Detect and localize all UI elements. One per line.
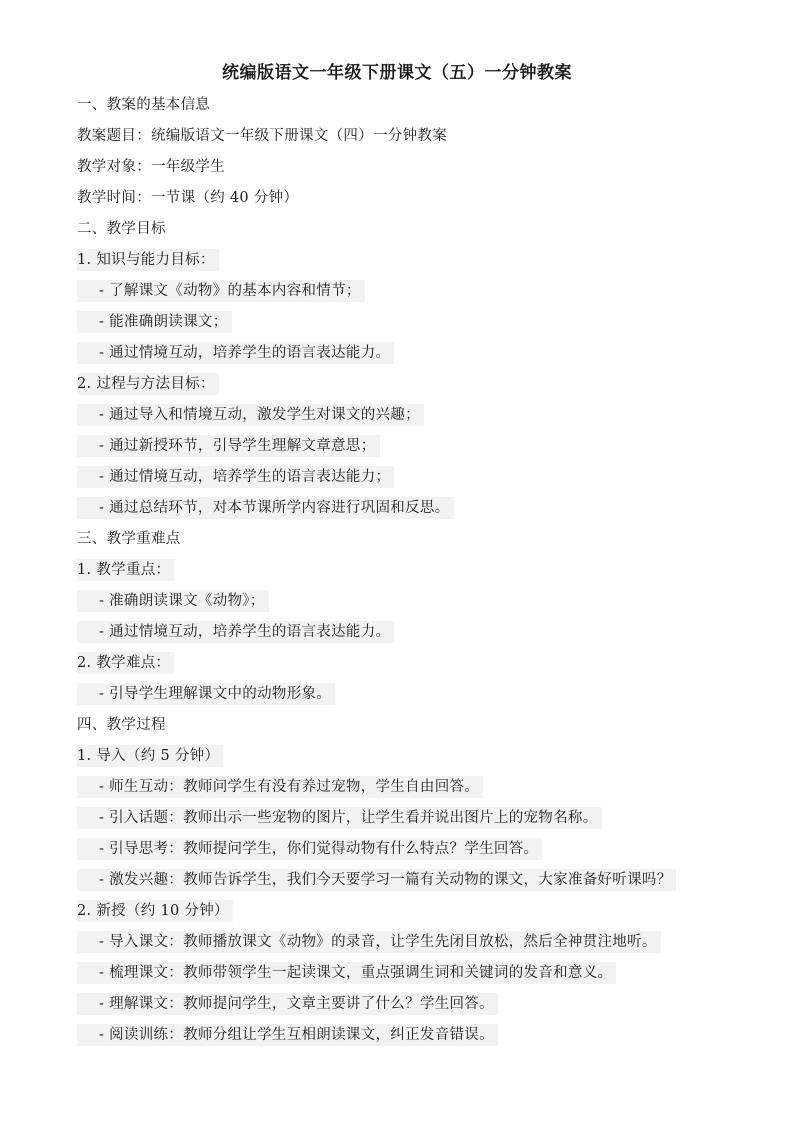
list-item bbox=[77, 838, 542, 860]
section-heading-process bbox=[77, 714, 166, 736]
section-heading-basic-info bbox=[77, 94, 210, 116]
list-item-process-goals bbox=[77, 373, 219, 395]
line-text: 2. 过程与方法目标： bbox=[77, 373, 219, 395]
list-item bbox=[77, 590, 269, 612]
list-item bbox=[77, 621, 394, 643]
info-audience bbox=[77, 156, 225, 178]
list-item bbox=[77, 683, 335, 705]
line-text: 二、教学目标 bbox=[77, 221, 166, 237]
line-text: 1. 教学重点： bbox=[77, 559, 174, 581]
document-title: 统编版语文一年级下册课文（五）一分钟教案 bbox=[222, 63, 572, 83]
list-item-new-lesson bbox=[77, 900, 233, 922]
line-text: 教学对象：一年级学生 bbox=[77, 159, 225, 175]
list-item bbox=[77, 776, 483, 798]
line-text: - 师生互动：教师问学生有没有养过宠物，学生自由回答。 bbox=[77, 776, 483, 798]
line-text: 教案题目：统编版语文一年级下册课文（四）一分钟教案 bbox=[77, 128, 447, 144]
list-item bbox=[77, 466, 394, 488]
line-text: - 通过情境互动，培养学生的语言表达能力。 bbox=[77, 342, 394, 364]
line-text: - 准确朗读课文《动物》； bbox=[77, 590, 269, 612]
list-item-knowledge-goals bbox=[77, 249, 219, 271]
list-item bbox=[77, 993, 498, 1015]
section-heading-key-points bbox=[77, 528, 181, 550]
list-item bbox=[77, 1024, 498, 1046]
list-item-teaching-focus bbox=[77, 559, 174, 581]
line-text: 2. 教学难点： bbox=[77, 652, 174, 674]
list-item bbox=[77, 962, 616, 984]
line-text: 2. 新授（约 10 分钟） bbox=[77, 900, 233, 922]
line-text: - 通过情境互动，培养学生的语言表达能力。 bbox=[77, 621, 394, 643]
list-item bbox=[77, 869, 676, 891]
line-text: 四、教学过程 bbox=[77, 717, 166, 733]
line-text: - 理解课文：教师提问学生，文章主要讲了什么？学生回答。 bbox=[77, 993, 498, 1015]
list-item bbox=[77, 435, 380, 457]
list-item bbox=[77, 404, 424, 426]
line-text: - 梳理课文：教师带领学生一起读课文，重点强调生词和关键词的发音和意义。 bbox=[77, 962, 616, 984]
line-text: - 引导学生理解课文中的动物形象。 bbox=[77, 683, 335, 705]
line-text: - 通过导入和情境互动，激发学生对课文的兴趣； bbox=[77, 404, 424, 426]
list-item bbox=[77, 342, 394, 364]
line-text: 1. 导入（约 5 分钟） bbox=[77, 745, 223, 767]
line-text: - 了解课文《动物》的基本内容和情节； bbox=[77, 280, 365, 302]
info-duration bbox=[77, 187, 298, 209]
line-text: - 导入课文：教师播放课文《动物》的录音，让学生先闭目放松，然后全神贯注地听。 bbox=[77, 931, 661, 953]
line-text: - 能准确朗读课文； bbox=[77, 311, 232, 333]
line-text: 1. 知识与能力目标： bbox=[77, 249, 219, 271]
line-text: - 阅读训练：教师分组让学生互相朗读课文，纠正发音错误。 bbox=[77, 1024, 498, 1046]
line-text: - 通过总结环节，对本节课所学内容进行巩固和反思。 bbox=[77, 497, 454, 519]
list-item bbox=[77, 931, 661, 953]
list-item-introduction bbox=[77, 745, 223, 767]
line-text: - 激发兴趣：教师告诉学生，我们今天要学习一篇有关动物的课文，大家准备好听课吗？ bbox=[77, 869, 676, 891]
line-text: 教学时间：一节课（约 40 分钟） bbox=[77, 190, 299, 206]
section-heading-objectives bbox=[77, 218, 166, 240]
list-item bbox=[77, 497, 454, 519]
line-text: - 引入话题：教师出示一些宠物的图片，让学生看并说出图片上的宠物名称。 bbox=[77, 807, 602, 829]
list-item bbox=[77, 807, 602, 829]
list-item-teaching-difficulty bbox=[77, 652, 174, 674]
line-text: - 通过新授环节，引导学生理解文章意思； bbox=[77, 435, 380, 457]
list-item bbox=[77, 280, 365, 302]
line-text: - 引导思考：教师提问学生，你们觉得动物有什么特点？学生回答。 bbox=[77, 838, 542, 860]
line-text: 三、教学重难点 bbox=[77, 531, 181, 547]
line-text: - 通过情境互动，培养学生的语言表达能力； bbox=[77, 466, 394, 488]
list-item bbox=[77, 311, 232, 333]
info-lesson-title bbox=[77, 125, 447, 147]
line-text: 一、教案的基本信息 bbox=[77, 97, 211, 113]
